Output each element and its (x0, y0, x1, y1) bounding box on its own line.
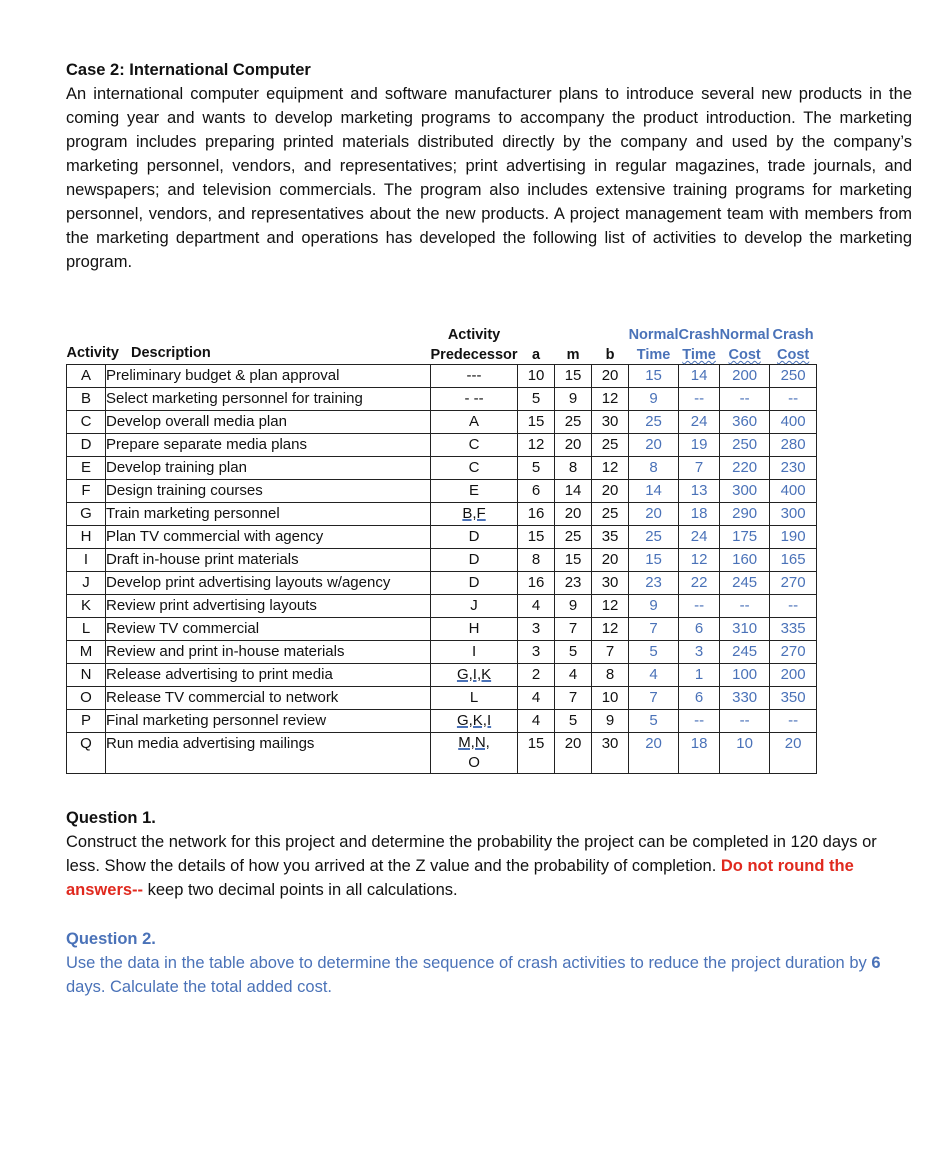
predecessor-text: M,N, (458, 734, 490, 751)
predecessor-cell (431, 480, 518, 503)
description-cell: Release advertising to print media (106, 664, 431, 687)
b-cell: 20 (592, 480, 629, 503)
activity-id-cell: N (67, 664, 106, 687)
crash-time-cell: 13 (679, 480, 720, 503)
question-1-body (66, 830, 912, 902)
table-row (67, 388, 817, 411)
crash-time-cell: 18 (679, 733, 720, 774)
crash-cost-cell: 200 (770, 664, 817, 687)
crash-time-cell: 6 (679, 618, 720, 641)
b-cell: 25 (592, 434, 629, 457)
predecessor-text: - -- (464, 390, 484, 407)
b-cell: 30 (592, 572, 629, 595)
table-row (67, 365, 817, 388)
crash-time-cell: 24 (679, 526, 720, 549)
predecessor-text: --- (466, 367, 482, 384)
table-row (67, 618, 817, 641)
a-cell: 3 (518, 641, 555, 664)
normal-time-header-bottom: Time (636, 347, 671, 363)
case-intro: An international computer equipment and software manufacturer plans to introduce several new products in the coming year and wants to develop marketing programs to accompany the product introduction. The marketing program includes preparing printed materials distributed directly by the company and used by the company’s marketing personnel, vendors, and representatives; print advertising in regular magazines, trade journals, and newspapers; and television commercials. The program also includes extensive training programs for marketing personnel, vendors, and representatives about the new products. A project management team with members from the marketing department and operations has developed the following list of activities to develop the marketing program. (66, 85, 912, 271)
table-row (67, 549, 817, 572)
m-cell: 25 (555, 411, 592, 434)
table-row (67, 503, 817, 526)
table-row (67, 572, 817, 595)
normal-cost-cell: -- (720, 710, 770, 733)
a-cell: 5 (518, 388, 555, 411)
activity-id-cell: G (67, 503, 106, 526)
crash-cost-header-top: Crash (772, 327, 814, 343)
activity-table (66, 326, 817, 774)
normal-time-cell: 14 (629, 480, 679, 503)
activity-header: Activity (66, 345, 119, 361)
normal-time-cell: 25 (629, 411, 679, 434)
b-cell: 7 (592, 641, 629, 664)
activity-id-cell: Q (67, 733, 106, 774)
predecessor-text: D (468, 551, 480, 568)
crash-time-cell: 7 (679, 457, 720, 480)
question-2-days: 6 (871, 954, 881, 972)
normal-time-cell: 9 (629, 595, 679, 618)
normal-time-cell: 4 (629, 664, 679, 687)
activity-id-cell: O (67, 687, 106, 710)
crash-time-cell: 1 (679, 664, 720, 687)
b-cell: 12 (592, 457, 629, 480)
activity-id-cell: K (67, 595, 106, 618)
table-row (67, 664, 817, 687)
normal-time-cell: 8 (629, 457, 679, 480)
a-cell: 4 (518, 710, 555, 733)
description-cell: Final marketing personnel review (106, 710, 431, 733)
crash-cost-cell: 280 (770, 434, 817, 457)
predecessor-text: E (469, 482, 480, 499)
description-cell: Preliminary budget & plan approval (106, 365, 431, 388)
normal-time-header-top: Normal (628, 327, 679, 343)
crash-cost-cell: 350 (770, 687, 817, 710)
activity-id-cell: A (67, 365, 106, 388)
b-cell: 8 (592, 664, 629, 687)
predecessor-text: J (470, 597, 478, 614)
b-cell: 35 (592, 526, 629, 549)
predecessor-cell (431, 618, 518, 641)
b-cell: 12 (592, 595, 629, 618)
description-cell: Review and print in-house materials (106, 641, 431, 664)
m-cell: 20 (555, 503, 592, 526)
a-cell: 2 (518, 664, 555, 687)
description-cell: Develop print advertising layouts w/agency (106, 572, 431, 595)
a-cell: 15 (518, 733, 555, 774)
description-cell: Plan TV commercial with agency (106, 526, 431, 549)
crash-time-cell: -- (679, 595, 720, 618)
crash-cost-cell: 400 (770, 411, 817, 434)
normal-cost-cell: -- (720, 595, 770, 618)
a-cell: 16 (518, 572, 555, 595)
question-1-title: Question 1. (66, 809, 156, 827)
m-header: m (566, 347, 580, 363)
table-row (67, 687, 817, 710)
description-cell: Select marketing personnel for training (106, 388, 431, 411)
a-cell: 6 (518, 480, 555, 503)
description-cell: Release TV commercial to network (106, 687, 431, 710)
m-cell: 15 (555, 365, 592, 388)
case-title: Case 2: International Computer (66, 61, 311, 79)
table-header-bottom (67, 344, 817, 365)
m-cell: 25 (555, 526, 592, 549)
b-cell: 20 (592, 365, 629, 388)
normal-cost-cell: 360 (720, 411, 770, 434)
normal-cost-cell: 300 (720, 480, 770, 503)
normal-cost-cell: 330 (720, 687, 770, 710)
m-cell: 20 (555, 733, 592, 774)
crash-cost-cell: -- (770, 595, 817, 618)
description-header: Description (130, 345, 211, 361)
normal-cost-cell: 160 (720, 549, 770, 572)
a-cell: 4 (518, 687, 555, 710)
predecessor-text: C (468, 459, 480, 476)
description-cell: Review TV commercial (106, 618, 431, 641)
predecessor-cell (431, 549, 518, 572)
crash-cost-cell: 190 (770, 526, 817, 549)
crash-cost-cell: 270 (770, 641, 817, 664)
crash-time-cell: 24 (679, 411, 720, 434)
predecessor-cell (431, 572, 518, 595)
crash-time-cell: 22 (679, 572, 720, 595)
b-cell: 12 (592, 388, 629, 411)
activity-id-cell: L (67, 618, 106, 641)
m-cell: 23 (555, 572, 592, 595)
question-2-text-before: Use the data in the table above to determine the sequence of crash activities to reduce the project duration by (66, 954, 872, 972)
a-cell: 5 (518, 457, 555, 480)
crash-time-cell: -- (679, 710, 720, 733)
b-cell: 30 (592, 411, 629, 434)
crash-time-cell: 6 (679, 687, 720, 710)
predecessor-cell (431, 411, 518, 434)
normal-time-cell: 15 (629, 549, 679, 572)
description-cell: Prepare separate media plans (106, 434, 431, 457)
predecessor-cell (431, 641, 518, 664)
activity-id-cell: M (67, 641, 106, 664)
description-cell: Develop training plan (106, 457, 431, 480)
a-cell: 15 (518, 411, 555, 434)
normal-time-cell: 23 (629, 572, 679, 595)
predecessor-text: H (468, 620, 480, 637)
predecessor-cell (431, 710, 518, 733)
predecessor-text: I (471, 643, 477, 660)
normal-cost-cell: 290 (720, 503, 770, 526)
normal-time-cell: 7 (629, 687, 679, 710)
predecessor-cell (431, 457, 518, 480)
predecessor-text-line2: O (468, 754, 480, 771)
activity-id-cell: H (67, 526, 106, 549)
a-cell: 8 (518, 549, 555, 572)
crash-cost-cell: 335 (770, 618, 817, 641)
normal-cost-cell: 250 (720, 434, 770, 457)
normal-cost-cell: -- (720, 388, 770, 411)
predecessor-cell (431, 503, 518, 526)
normal-time-cell: 20 (629, 733, 679, 774)
activity-id-cell: B (67, 388, 106, 411)
activity-id-cell: E (67, 457, 106, 480)
m-cell: 7 (555, 687, 592, 710)
question-1-tail: keep two decimal points in all calculations. (143, 881, 458, 899)
m-cell: 5 (555, 710, 592, 733)
b-cell: 12 (592, 618, 629, 641)
a-cell: 4 (518, 595, 555, 618)
predecessor-text: G,K,I (456, 712, 492, 729)
description-cell: Train marketing personnel (106, 503, 431, 526)
normal-time-cell: 25 (629, 526, 679, 549)
crash-cost-cell: 20 (770, 733, 817, 774)
normal-time-cell: 5 (629, 641, 679, 664)
predecessor-cell (431, 595, 518, 618)
b-cell: 9 (592, 710, 629, 733)
predecessor-cell (431, 687, 518, 710)
crash-time-cell: 18 (679, 503, 720, 526)
normal-cost-cell: 245 (720, 572, 770, 595)
description-cell: Design training courses (106, 480, 431, 503)
table-row (67, 710, 817, 733)
crash-cost-cell: -- (770, 710, 817, 733)
question-2-body (66, 951, 912, 999)
normal-time-cell: 20 (629, 503, 679, 526)
table-row (67, 480, 817, 503)
predecessor-text: C (468, 436, 480, 453)
table-row (67, 733, 817, 774)
a-cell: 3 (518, 618, 555, 641)
normal-cost-cell: 220 (720, 457, 770, 480)
activity-id-cell: C (67, 411, 106, 434)
m-cell: 7 (555, 618, 592, 641)
question-2-title: Question 2. (66, 930, 156, 948)
crash-time-cell: 12 (679, 549, 720, 572)
normal-time-cell: 5 (629, 710, 679, 733)
normal-time-cell: 9 (629, 388, 679, 411)
table-header-top (67, 326, 817, 344)
b-header: b (605, 347, 615, 363)
activity-id-cell: P (67, 710, 106, 733)
crash-cost-cell: 400 (770, 480, 817, 503)
m-cell: 4 (555, 664, 592, 687)
question-2-text-after: days. Calculate the total added cost. (66, 978, 332, 996)
b-cell: 25 (592, 503, 629, 526)
predecessor-text: B,F (462, 505, 486, 522)
crash-time-cell: 14 (679, 365, 720, 388)
predecessor-cell (431, 733, 518, 774)
m-cell: 5 (555, 641, 592, 664)
predecessor-cell (431, 365, 518, 388)
crash-cost-cell: 270 (770, 572, 817, 595)
crash-cost-cell: 250 (770, 365, 817, 388)
m-cell: 14 (555, 480, 592, 503)
crash-time-cell: 3 (679, 641, 720, 664)
description-cell: Develop overall media plan (106, 411, 431, 434)
normal-time-cell: 7 (629, 618, 679, 641)
normal-cost-header-bottom: Cost (728, 347, 761, 363)
predecessor-text: A (469, 413, 480, 430)
normal-cost-header-top: Normal (719, 327, 770, 343)
predecessor-text: G,I,K (456, 666, 492, 683)
m-cell: 8 (555, 457, 592, 480)
predecessor-cell (431, 434, 518, 457)
case-section (66, 58, 912, 274)
predecessor-cell (431, 664, 518, 687)
question-2 (66, 927, 912, 999)
predecessor-cell (431, 526, 518, 549)
activity-rows (67, 365, 817, 774)
question-1-emphasis: Do not round the answers-- (66, 857, 854, 899)
normal-cost-cell: 10 (720, 733, 770, 774)
a-cell: 10 (518, 365, 555, 388)
table-row (67, 641, 817, 664)
b-cell: 10 (592, 687, 629, 710)
crash-time-cell: 19 (679, 434, 720, 457)
crash-time-header-top: Crash (678, 327, 720, 343)
predecessor-text: D (468, 574, 480, 591)
question-1-text: Construct the network for this project and determine the probability the project can be completed in 120 days or less. Show the details of how you arrived at the Z value and the probability of completion. (66, 833, 877, 875)
normal-cost-cell: 100 (720, 664, 770, 687)
crash-time-header-bottom: Time (682, 347, 716, 363)
predecessor-cell (431, 388, 518, 411)
crash-cost-header-bottom: Cost (776, 347, 810, 363)
normal-cost-cell: 175 (720, 526, 770, 549)
b-cell: 20 (592, 549, 629, 572)
table-row (67, 411, 817, 434)
table-row (67, 457, 817, 480)
activity-id-cell: F (67, 480, 106, 503)
description-cell: Review print advertising layouts (106, 595, 431, 618)
activity-id-cell: D (67, 434, 106, 457)
crash-cost-cell: 230 (770, 457, 817, 480)
table-row (67, 434, 817, 457)
normal-time-cell: 20 (629, 434, 679, 457)
predecessor-text: L (469, 689, 479, 706)
normal-cost-cell: 245 (720, 641, 770, 664)
a-cell: 16 (518, 503, 555, 526)
crash-time-cell: -- (679, 388, 720, 411)
predecessor-text: D (468, 528, 480, 545)
crash-cost-cell: 165 (770, 549, 817, 572)
crash-cost-cell: 300 (770, 503, 817, 526)
m-cell: 15 (555, 549, 592, 572)
crash-cost-cell: -- (770, 388, 817, 411)
normal-cost-cell: 200 (720, 365, 770, 388)
b-cell: 30 (592, 733, 629, 774)
predecessor-header-bottom: Predecessor (430, 347, 518, 363)
table-row (67, 595, 817, 618)
question-1 (66, 806, 912, 902)
predecessor-header-top: Activity (447, 327, 501, 343)
m-cell: 9 (555, 388, 592, 411)
normal-cost-cell: 310 (720, 618, 770, 641)
table-row (67, 526, 817, 549)
description-cell: Draft in-house print materials (106, 549, 431, 572)
m-cell: 20 (555, 434, 592, 457)
activity-id-cell: I (67, 549, 106, 572)
m-cell: 9 (555, 595, 592, 618)
a-cell: 12 (518, 434, 555, 457)
activity-id-cell: J (67, 572, 106, 595)
normal-time-cell: 15 (629, 365, 679, 388)
description-cell: Run media advertising mailings (106, 733, 431, 774)
a-header: a (532, 347, 541, 363)
a-cell: 15 (518, 526, 555, 549)
